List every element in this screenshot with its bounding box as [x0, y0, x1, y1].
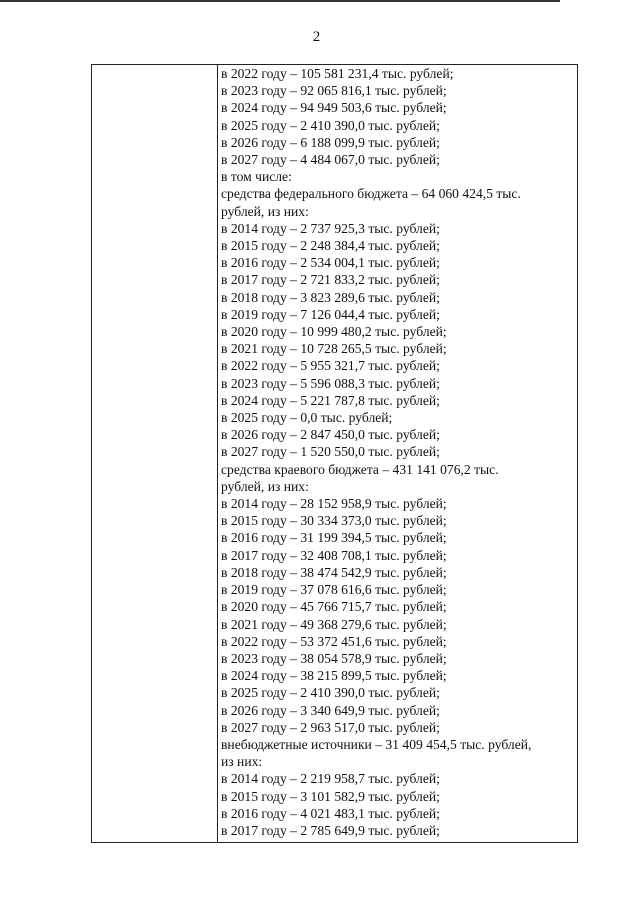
text-line: в 2026 году – 2 847 450,0 тыс. рублей;: [221, 427, 440, 443]
text-line: внебюджетные источники – 31 409 454,5 тыс. рублей,: [221, 736, 532, 752]
page-number: 2: [312, 29, 321, 45]
text-line: в 2020 году – 10 999 480,2 тыс. рублей;: [221, 324, 447, 340]
text-line: в 2026 году – 3 340 649,9 тыс. рублей;: [221, 702, 440, 718]
text-line: в 2015 году – 30 334 373,0 тыс. рублей;: [221, 513, 447, 529]
text-line: в том числе:: [221, 169, 292, 185]
text-line: в 2024 году – 5 221 787,8 тыс. рублей;: [221, 392, 440, 408]
funding-table: [91, 64, 578, 843]
text-line: в 2019 году – 7 126 044,4 тыс. рублей;: [221, 306, 440, 322]
text-line: средства федерального бюджета – 64 060 424,5 тыс.: [221, 186, 521, 202]
text-line: в 2024 году – 94 949 503,6 тыс. рублей;: [221, 100, 447, 116]
text-line: в 2016 году – 2 534 004,1 тыс. рублей;: [221, 255, 440, 271]
text-line: в 2023 году – 38 054 578,9 тыс. рублей;: [221, 650, 447, 666]
text-line: в 2020 году – 45 766 715,7 тыс. рублей;: [221, 599, 447, 615]
text-line: в 2023 году – 92 065 816,1 тыс. рублей;: [221, 83, 447, 99]
table-right-cell: [218, 65, 577, 842]
text-line: в 2018 году – 38 474 542,9 тыс. рублей;: [221, 564, 447, 580]
text-line: в 2014 году – 2 737 925,3 тыс. рублей;: [221, 220, 440, 236]
top-border-line: [0, 0, 560, 2]
text-line: в 2014 году – 2 219 958,7 тыс. рублей;: [221, 771, 440, 787]
text-line: в 2025 году – 2 410 390,0 тыс. рублей;: [221, 117, 440, 133]
text-line: в 2021 году – 49 368 279,6 тыс. рублей;: [221, 616, 447, 632]
text-line: в 2026 году – 6 188 099,9 тыс. рублей;: [221, 134, 440, 150]
text-line: в 2027 году – 4 484 067,0 тыс. рублей;: [221, 152, 440, 168]
text-line: в 2014 году – 28 152 958,9 тыс. рублей;: [221, 496, 447, 512]
table-left-cell: [92, 65, 218, 842]
text-line: рублей, из них:: [221, 203, 309, 219]
text-line: в 2016 году – 4 021 483,1 тыс. рублей;: [221, 805, 440, 821]
text-line: в 2022 году – 53 372 451,6 тыс. рублей;: [221, 633, 447, 649]
text-line: в 2022 году – 5 955 321,7 тыс. рублей;: [221, 358, 440, 374]
text-line: в 2015 году – 2 248 384,4 тыс. рублей;: [221, 238, 440, 254]
text-line: в 2027 году – 2 963 517,0 тыс. рублей;: [221, 719, 440, 735]
text-line: в 2025 году – 0,0 тыс. рублей;: [221, 410, 393, 426]
text-line: рублей, из них:: [221, 478, 309, 494]
text-line: в 2018 году – 3 823 289,6 тыс. рублей;: [221, 289, 440, 305]
text-line: средства краевого бюджета – 431 141 076,2 тыс.: [221, 461, 499, 477]
text-line: в 2016 году – 31 199 394,5 тыс. рублей;: [221, 530, 447, 546]
text-line: в 2015 году – 3 101 582,9 тыс. рублей;: [221, 788, 440, 804]
text-line: в 2024 году – 38 215 899,5 тыс. рублей;: [221, 668, 447, 684]
text-line: из них:: [221, 754, 263, 770]
text-line: в 2017 году – 2 721 833,2 тыс. рублей;: [221, 272, 440, 288]
text-line: в 2027 году – 1 520 550,0 тыс. рублей;: [221, 444, 440, 460]
text-line: в 2017 году – 32 408 708,1 тыс. рублей;: [221, 547, 447, 563]
text-line: в 2023 году – 5 596 088,3 тыс. рублей;: [221, 375, 440, 391]
text-line: в 2017 году – 2 785 649,9 тыс. рублей;: [221, 822, 440, 838]
text-line: в 2019 году – 37 078 616,6 тыс. рублей;: [221, 582, 447, 598]
text-line: в 2025 году – 2 410 390,0 тыс. рублей;: [221, 685, 440, 701]
text-line: в 2022 году – 105 581 231,4 тыс. рублей;: [221, 66, 454, 81]
text-line: в 2021 году – 10 728 265,5 тыс. рублей;: [221, 341, 447, 357]
